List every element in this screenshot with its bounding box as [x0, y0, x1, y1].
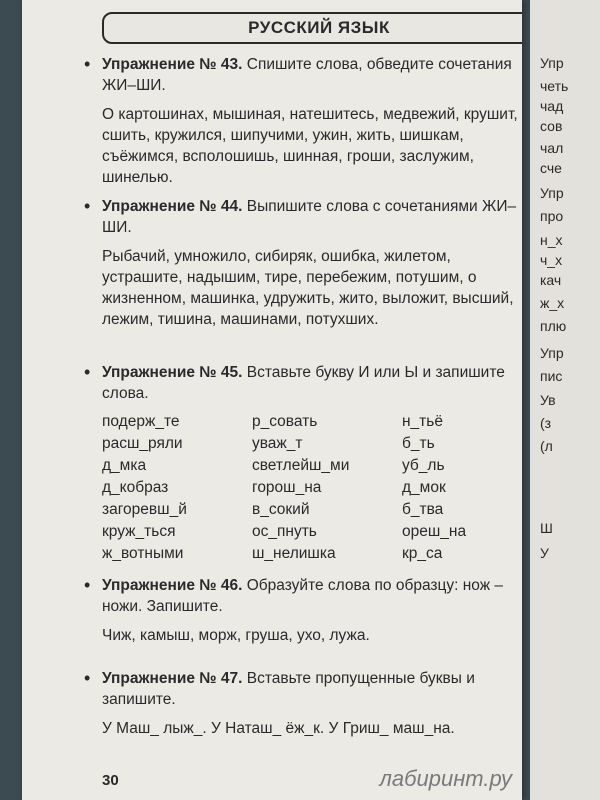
word-grid — [102, 412, 522, 564]
section-header — [102, 12, 522, 44]
exercise-46 — [84, 575, 522, 646]
exercise-text: У Маш_ лыж_. У Наташ_ ёж_к. У Гриш_ маш_на. — [102, 720, 455, 737]
word-cell: круж_ться — [102, 523, 176, 540]
bullet-icon: • — [84, 54, 91, 74]
word-cell: загоревш_й — [102, 501, 187, 518]
word-cell: уб_ль — [402, 457, 445, 474]
word-cell: ш_нелишка — [252, 545, 336, 562]
word-cell: светлейш_ми — [252, 457, 350, 474]
exercise-title: Упражнение № 45. — [102, 364, 243, 381]
bullet-icon: • — [84, 362, 91, 382]
watermark-logo: лабиринт.ру — [379, 766, 512, 791]
left-page — [22, 0, 522, 800]
right-page-fragment: Упр — [540, 345, 564, 361]
word-cell: расш_ряли — [102, 435, 183, 452]
exercise-title: Упражнение № 47. — [102, 670, 243, 687]
right-page-fragment: ч_х — [540, 252, 563, 268]
word-cell: д_мок — [402, 479, 446, 496]
exercise-instruction: Образуйте слова по образцу: нож – ножи. Запишите. — [102, 577, 504, 615]
exercise-title: Упражнение № 44. — [102, 198, 243, 215]
exercise-text: Чиж, камыш, морж, груша, ухо, лужа. — [102, 627, 370, 644]
right-page-fragment: плю — [540, 318, 567, 334]
right-page-fragment: сов — [540, 118, 563, 134]
word-cell: в_сокий — [252, 501, 310, 518]
exercise-44 — [84, 196, 522, 330]
word-cell: р_совать — [252, 413, 318, 430]
right-page-fragment: кач — [540, 272, 562, 288]
right-page-fragment: про — [540, 208, 564, 224]
exercise-instruction: Спишите слова, обведите сочетания ЖИ–ШИ. — [102, 56, 512, 94]
right-page-fragment: Упр — [540, 185, 564, 201]
right-page-fragment: сче — [540, 160, 562, 176]
right-page — [530, 0, 600, 800]
right-page-fragment: н_х — [540, 232, 563, 248]
right-page-fragment: Ув — [540, 392, 556, 408]
exercise-45 — [84, 362, 522, 564]
exercise-title: Упражнение № 43. — [102, 56, 243, 73]
bullet-icon: • — [84, 668, 91, 688]
exercise-instruction: Выпишите слова с сочетаниями ЖИ–ШИ. — [102, 198, 517, 236]
word-cell: б_тва — [402, 501, 444, 518]
word-cell: д_кобраз — [102, 479, 169, 496]
exercise-instruction: Вставьте букву И или Ы и запишите слова. — [102, 364, 505, 402]
word-cell: д_мка — [102, 457, 147, 474]
right-page-fragment: (з — [540, 415, 552, 431]
right-page-fragment: Ш — [540, 520, 553, 536]
right-page-fragment: У — [540, 545, 549, 561]
word-cell: подерж_те — [102, 413, 180, 430]
word-cell: кр_са — [402, 545, 443, 562]
word-cell: горош_на — [252, 479, 322, 496]
right-page-fragment: (л — [540, 438, 553, 454]
right-page-fragment: четь — [540, 78, 569, 94]
word-cell: ж_вотными — [102, 545, 184, 562]
word-cell: ореш_на — [402, 523, 467, 540]
page-number: 30 — [102, 772, 119, 789]
word-cell: н_тьё — [402, 413, 443, 430]
exercise-title: Упражнение № 46. — [102, 577, 243, 594]
exercise-43 — [84, 54, 522, 188]
section-title: РУССКИЙ ЯЗЫК — [248, 18, 390, 37]
right-page-fragment: Упр — [540, 55, 564, 71]
word-cell: б_ть — [402, 435, 435, 452]
bullet-icon: • — [84, 196, 91, 216]
right-page-fragment: чал — [540, 140, 564, 156]
right-page-fragment: чад — [540, 98, 564, 114]
exercise-text: О картошинах, мышиная, натешитесь, медвежий, крушит, сшить, кружился, шипучими, ужин, жить, шишкам, съёжимся, всполошишь, шинная, гроши, заслужим, шинелью. — [102, 106, 518, 186]
exercise-47 — [84, 668, 522, 739]
right-page-fragment: ж_х — [540, 295, 565, 311]
exercise-instruction: Вставьте пропущенные буквы и запишите. — [102, 670, 475, 708]
right-page-fragment: пис — [540, 368, 563, 384]
exercise-text: Рыбачий, умножило, сибиряк, ошибка, жилетом, устрашите, надышим, тире, перебежим, потушим, о жизненном, машинка, удружить, жито, выложит, высший, лежим, тишина, машинами, потухших. — [102, 248, 514, 328]
word-cell: ос_пнуть — [252, 523, 317, 540]
bullet-icon: • — [84, 575, 91, 595]
word-cell: уваж_т — [252, 435, 303, 452]
